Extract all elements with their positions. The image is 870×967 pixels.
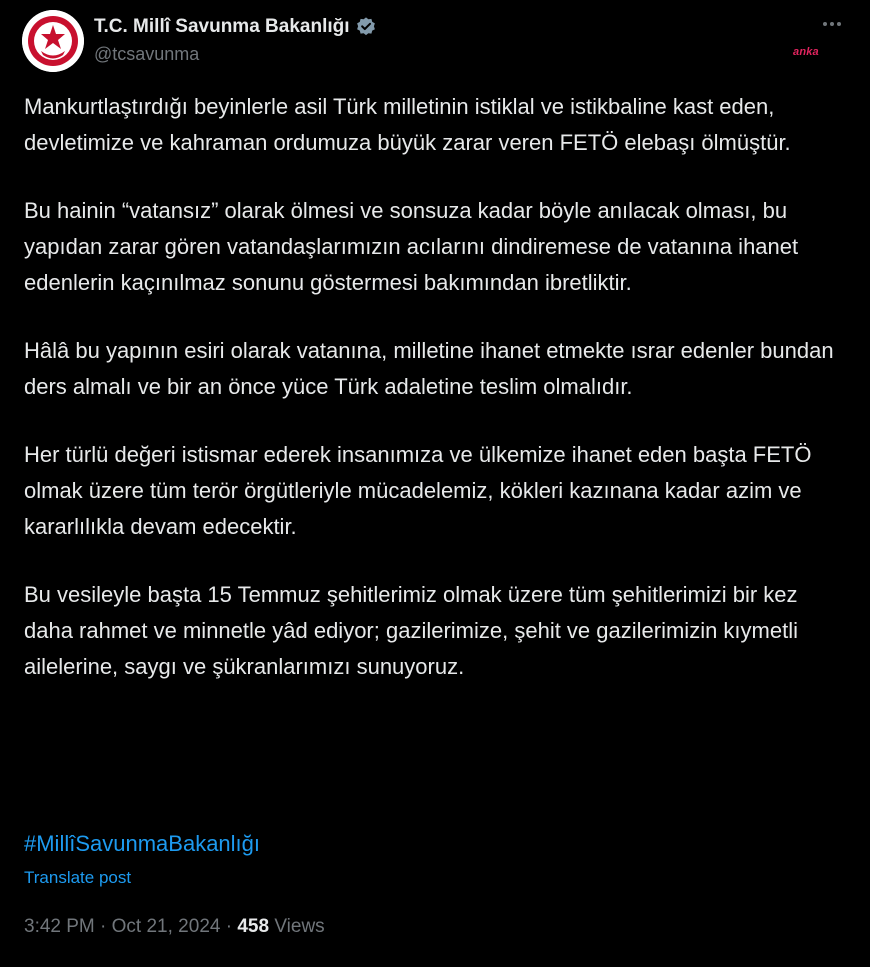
post-paragraph-3: Hâlâ bu yapının esiri olarak vatanına, milletine ihanet etmekte ısrar edenler bundan ders almalı ve bir an önce yüce Türk adaletine teslim olmalıdır.	[24, 338, 834, 399]
post-time[interactable]: 3:42 PM	[24, 916, 95, 937]
watermark: anka	[793, 46, 819, 58]
post-paragraph-1: Mankurtlaştırdığı beyinlerle asil Türk milletinin istiklal ve istikbaline kast eden, devletimize ve kahraman ordumuza büyük zarar veren FETÖ elebaşı ölmüştür.	[24, 94, 791, 155]
ministry-emblem-icon	[22, 10, 84, 72]
post-text	[24, 89, 850, 717]
account-name-block	[94, 15, 377, 65]
post-paragraph-4: Her türlü değeri istismar ederek insanımıza ve ülkemize ihanet eden başta FETÖ olmak üzere tüm terör örgütleriyle mücadelemiz, kökleri kazınana kadar azim ve kararlılıkla devam edecektir.	[24, 442, 812, 539]
post-header	[22, 10, 848, 72]
display-name[interactable]: T.C. Millî Savunma Bakanlığı	[94, 16, 350, 37]
hashtag-link[interactable]: #MillîSavunmaBakanlığı	[24, 831, 261, 856]
avatar[interactable]	[22, 10, 84, 72]
views-label: Views	[269, 916, 325, 937]
post-paragraph-2: Bu hainin “vatansız” olarak ölmesi ve sonsuza kadar böyle anılacak olması, bu yapıdan zarar gören vatandaşlarımızın acılarını dindiremese de vatanına ihanet edenlerin kaçınılmaz sonunu göstermesi bakımından ibretliktir.	[24, 198, 799, 295]
handle[interactable]: @tcsavunma	[94, 44, 200, 64]
views-count: 458	[237, 916, 270, 937]
post-meta	[24, 916, 325, 938]
post-date[interactable]: Oct 21, 2024	[111, 916, 221, 937]
verified-badge-icon[interactable]	[355, 16, 377, 38]
translate-post-link[interactable]: Translate post	[24, 868, 132, 887]
post-paragraph-5: Bu vesileyle başta 15 Temmuz şehitlerimiz olmak üzere tüm şehitlerimizi bir kez daha rahmet ve minnetle yâd ediyor; gazilerimize, şehit ve gazilerimizin kıymetli ailelerine, saygı ve şükranlarımızı sunuyoruz.	[24, 582, 798, 679]
meta-separator: ·	[94, 916, 112, 937]
more-options-icon[interactable]	[820, 14, 844, 34]
display-name-row	[94, 15, 377, 39]
meta-separator: ·	[220, 916, 238, 937]
